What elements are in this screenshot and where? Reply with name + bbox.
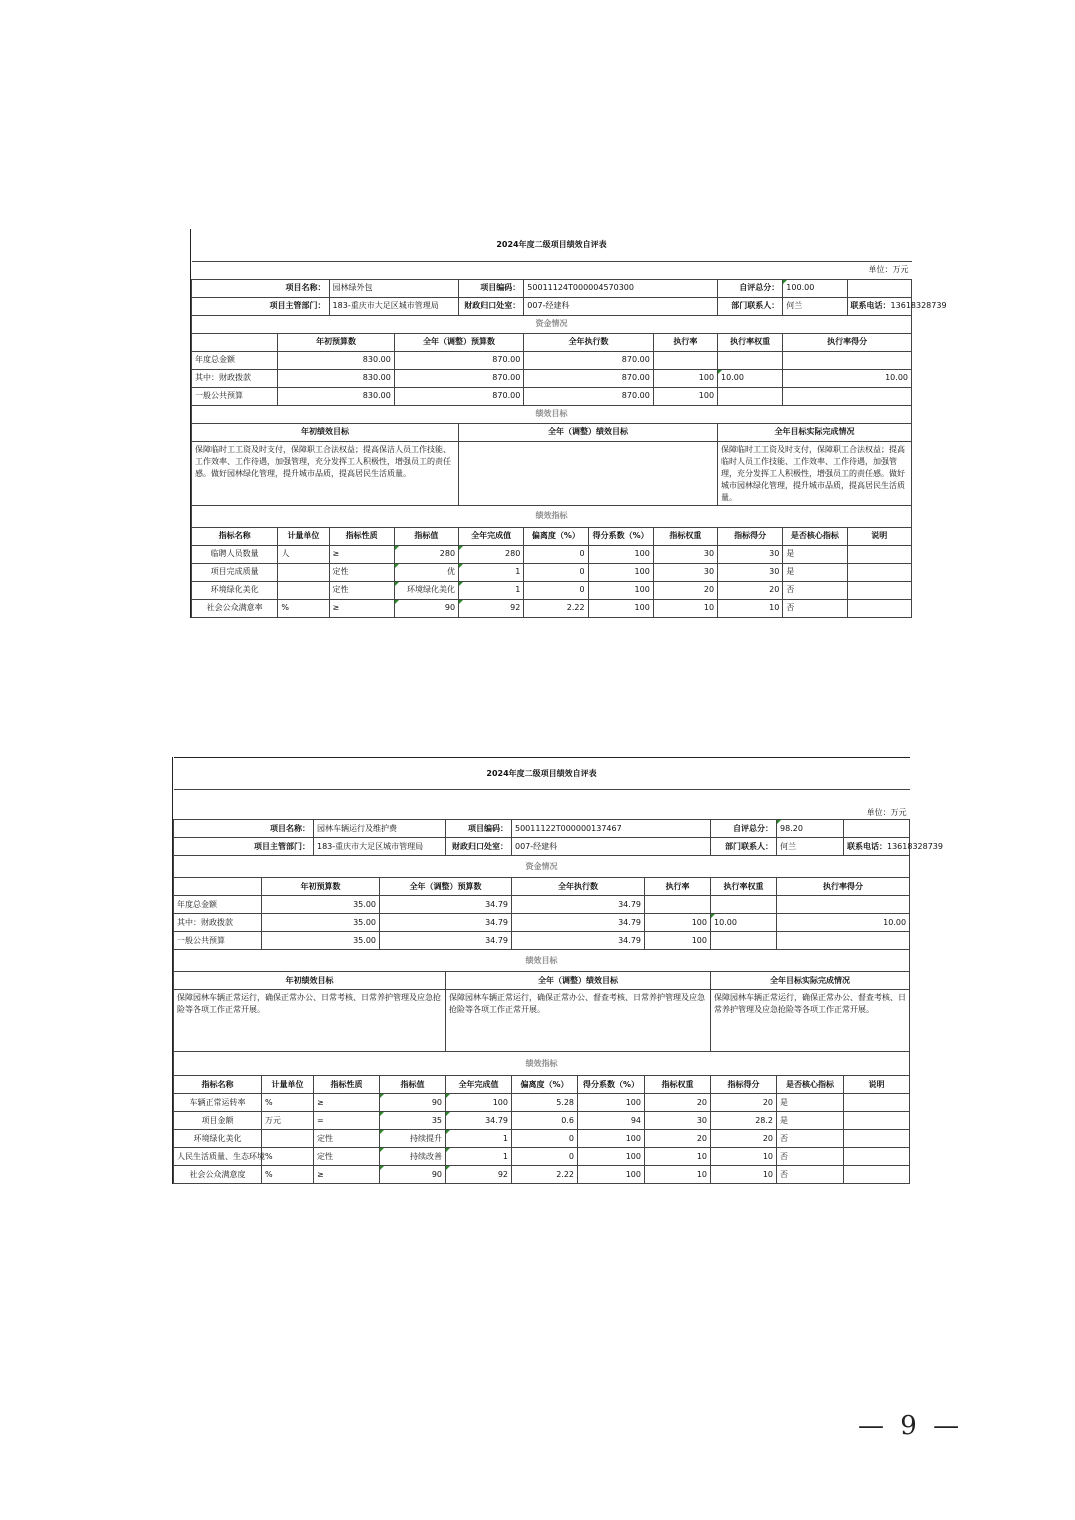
indicator-name: 社会公众满意度 [174,1166,262,1184]
indicator-header: 指标得分 [711,1076,777,1094]
indicator-weight: 20 [645,1130,711,1148]
phone: 13618328739 [887,841,943,851]
indicator-unit: % [278,599,329,617]
indicator-weight: 20 [645,1094,711,1112]
indicator-header: 计量单位 [262,1076,314,1094]
funds-section-title: 资金情况 [192,315,912,333]
indicator-note [844,1148,910,1166]
funds-header: 全年（调整）预算数 [380,878,512,896]
indicator-nature: 定性 [329,563,394,581]
funds-adjusted: 870.00 [394,351,524,369]
indicator-row [174,1148,910,1166]
indicator-note [847,545,911,563]
indicator-core: 否 [783,581,847,599]
indicator-header: 是否核心指标 [777,1076,844,1094]
indicator-coefficient: 100 [588,599,653,617]
indicator-header: 指标权重 [645,1076,711,1094]
funds-rate: 100 [645,914,711,932]
funds-score [783,387,912,405]
indicator-done: 92 [446,1166,512,1184]
empty-cell [847,279,911,297]
indicator-deviation: 2.22 [512,1166,578,1184]
indicator-header: 说明 [847,527,911,545]
indicator-coefficient: 100 [588,581,653,599]
indicator-header: 得分系数（%） [578,1076,645,1094]
indicator-unit: % [262,1166,314,1184]
indicator-coefficient: 94 [578,1112,645,1130]
phone-cell [844,838,943,856]
indicator-coefficient: 100 [578,1130,645,1148]
indicator-done: 1 [459,563,524,581]
goals-header: 年初绩效目标 [192,423,459,441]
indicator-score: 28.2 [711,1112,777,1130]
finance-office-label: 财政归口处室： [446,838,512,856]
evaluation-sheet-1 [190,229,947,618]
indicator-deviation: 0 [524,545,588,563]
indicator-score: 30 [718,545,783,563]
funds-weight: 10.00 [711,914,777,932]
empty-cell [844,820,910,838]
indicator-deviation: 0 [512,1148,578,1166]
indicator-deviation: 5.28 [512,1094,578,1112]
indicator-row [192,599,912,617]
goals-section-title: 绩效目标 [192,405,912,423]
funds-header-blank [174,878,262,896]
indicator-nature: 定性 [314,1130,380,1148]
sheet-title: 2024年度二级项目绩效自评表 [174,758,910,790]
sheet-title: 2024年度二级项目绩效自评表 [192,229,912,261]
indicator-core: 是 [783,563,847,581]
indicator-coefficient: 100 [578,1094,645,1112]
indicator-note [844,1166,910,1184]
goal-adjusted-text: 保障园林车辆正常运行，确保正常办公、督查考核、日常养护管理及应急抢险等各项工作正常开展。 [446,990,711,1052]
indicator-value: 90 [380,1166,446,1184]
funds-weight: 10.00 [718,369,783,387]
phone: 13618328739 [890,301,947,310]
funds-score [783,351,912,369]
indicator-done: 1 [446,1148,512,1166]
funds-score: 10.00 [783,369,912,387]
funds-executed: 870.00 [524,369,654,387]
funds-rate: 100 [653,387,717,405]
indicator-weight: 30 [653,563,717,581]
funds-row [192,387,912,405]
indicator-deviation: 2.22 [524,599,588,617]
indicator-header: 得分系数（%） [588,527,653,545]
funds-executed: 870.00 [524,351,654,369]
indicator-unit [278,563,329,581]
funds-weight [718,387,783,405]
indicator-name: 环境绿化美化 [192,581,278,599]
goals-section-title: 绩效目标 [174,950,910,972]
project-code: 50011124T000004570300 [524,279,718,297]
funds-header: 执行率权重 [711,878,777,896]
indicator-header: 指标性质 [329,527,394,545]
indicator-nature: ≥ [314,1094,380,1112]
dept: 183-重庆市大足区城市管理局 [314,838,446,856]
indicators-section-title: 绩效指标 [192,505,912,527]
contact: 何兰 [783,297,847,315]
indicator-note [844,1130,910,1148]
funds-header: 执行率 [645,878,711,896]
indicator-unit: % [262,1094,314,1112]
funds-row-name: 其中：财政拨款 [174,914,262,932]
goals-header: 年初绩效目标 [174,972,446,990]
funds-score [777,896,910,914]
indicator-done: 1 [459,581,524,599]
indicator-weight: 10 [645,1166,711,1184]
indicator-name: 车辆正常运转率 [174,1094,262,1112]
indicator-nature: 定性 [314,1148,380,1166]
funds-header: 执行率权重 [718,333,783,351]
funds-row [174,932,910,950]
funds-rate [653,351,717,369]
indicator-header: 指标性质 [314,1076,380,1094]
funds-header: 全年（调整）预算数 [394,333,524,351]
funds-initial: 830.00 [278,369,394,387]
indicator-core: 是 [777,1094,844,1112]
indicator-nature: 定性 [329,581,394,599]
funds-header: 年初预算数 [262,878,380,896]
indicator-core: 否 [777,1130,844,1148]
indicator-core: 否 [783,599,847,617]
funds-adjusted: 870.00 [394,369,524,387]
funds-row-name: 其中：财政拨款 [192,369,278,387]
funds-initial: 35.00 [262,914,380,932]
indicator-name: 项目金额 [174,1112,262,1130]
indicator-note [847,599,911,617]
indicator-row [192,563,912,581]
indicator-name: 社会公众满意率 [192,599,278,617]
indicator-row [174,1112,910,1130]
indicator-name: 环境绿化美化 [174,1130,262,1148]
funds-row-name: 一般公共预算 [192,387,278,405]
page-number: — 9 — [858,1411,964,1441]
indicator-row [174,1130,910,1148]
goal-initial-text: 保障临时工工资及时支付，保障职工合法权益；提高保洁人员工作技能、工作效率、工作待遇，加强管理，充分发挥工人积极性，增强员工的责任感。做好园林绿化管理，提升城市品质，提高居民生活质量。 [192,441,459,505]
indicator-value: 持续改善 [380,1148,446,1166]
dept-label: 项目主管部门： [174,838,314,856]
indicator-deviation: 0 [524,563,588,581]
indicator-row [192,545,912,563]
indicator-unit: 人 [278,545,329,563]
goal-adjusted-text [459,441,718,505]
indicator-unit [278,581,329,599]
indicator-header: 计量单位 [278,527,329,545]
indicator-core: 是 [777,1112,844,1130]
funds-initial: 830.00 [278,351,394,369]
indicator-name: 临聘人员数量 [192,545,278,563]
funds-header-blank [192,333,278,351]
funds-section-title: 资金情况 [174,856,910,878]
funds-row-name: 一般公共预算 [174,932,262,950]
indicator-header: 指标名称 [174,1076,262,1094]
funds-executed: 34.79 [512,914,645,932]
indicator-note [847,581,911,599]
indicator-deviation: 0 [524,581,588,599]
finance-office: 007-经建科 [524,297,718,315]
indicator-coefficient: 100 [588,563,653,581]
indicator-score: 10 [718,599,783,617]
project-code: 50011122T000000137467 [512,820,711,838]
indicator-core: 是 [783,545,847,563]
goals-header: 全年目标实际完成情况 [711,972,910,990]
indicators-section-title: 绩效指标 [174,1052,910,1076]
indicator-done: 100 [446,1094,512,1112]
funds-row-name: 年度总金额 [192,351,278,369]
goal-actual-text: 保障园林车辆正常运行，确保正常办公、督查考核、日常养护管理及应急抢险等各项工作正常开展。 [711,990,910,1052]
indicator-header: 指标得分 [718,527,783,545]
indicator-header: 说明 [844,1076,910,1094]
indicator-score: 10 [711,1148,777,1166]
funds-executed: 34.79 [512,896,645,914]
funds-header: 执行率得分 [777,878,910,896]
goals-header: 全年（调整）绩效目标 [446,972,711,990]
contact-label: 部门联系人： [718,297,783,315]
indicator-note [844,1094,910,1112]
project-name: 园林车辆运行及维护费 [314,820,446,838]
indicator-value: 优 [394,563,458,581]
indicator-header: 偏离度（%） [512,1076,578,1094]
indicator-deviation: 0.6 [512,1112,578,1130]
self-score: 98.20 [777,820,844,838]
indicator-weight: 20 [653,581,717,599]
indicator-deviation: 0 [512,1130,578,1148]
finance-office: 007-经建科 [512,838,711,856]
indicator-value: 35 [380,1112,446,1130]
project-code-label: 项目编码： [446,820,512,838]
indicator-header: 是否核心指标 [783,527,847,545]
funds-header: 执行率得分 [783,333,912,351]
indicator-value: 90 [380,1094,446,1112]
phone-cell [847,297,947,315]
indicator-nature: ≥ [329,599,394,617]
funds-adjusted: 870.00 [394,387,524,405]
indicator-name: 项目完成质量 [192,563,278,581]
self-score: 100.00 [783,279,847,297]
funds-adjusted: 34.79 [380,896,512,914]
indicator-row [174,1094,910,1112]
indicator-name: 人民生活质量、生态环境 [174,1148,262,1166]
funds-adjusted: 34.79 [380,914,512,932]
goals-header: 全年目标实际完成情况 [718,423,912,441]
indicator-header: 指标值 [394,527,458,545]
goals-header: 全年（调整）绩效目标 [459,423,718,441]
dept-label: 项目主管部门： [192,297,330,315]
funds-score: 10.00 [777,914,910,932]
funds-initial: 35.00 [262,896,380,914]
indicator-note [847,563,911,581]
funds-executed: 34.79 [512,932,645,950]
indicator-coefficient: 100 [578,1166,645,1184]
indicator-score: 30 [718,563,783,581]
funds-rate: 100 [653,369,717,387]
indicator-weight: 10 [653,599,717,617]
phone-label: 联系电话： [850,301,891,310]
funds-initial: 35.00 [262,932,380,950]
indicator-weight: 10 [645,1148,711,1166]
indicator-note [844,1112,910,1130]
indicator-value: 环境绿化美化 [394,581,458,599]
indicator-row [192,581,912,599]
unit-label: 单位：万元 [174,790,910,820]
indicator-unit [262,1130,314,1148]
goal-initial-text: 保障园林车辆正常运行，确保正常办公、日常考核、日常养护管理及应急抢险等各项工作正常开展。 [174,990,446,1052]
indicator-header: 全年完成值 [446,1076,512,1094]
indicator-score: 10 [711,1166,777,1184]
indicator-unit: % [262,1148,314,1166]
indicator-row [174,1166,910,1184]
indicator-header: 指标名称 [192,527,278,545]
indicator-value: 持续提升 [380,1130,446,1148]
funds-row [192,351,912,369]
indicator-weight: 30 [645,1112,711,1130]
project-name-label: 项目名称： [192,279,330,297]
indicator-done: 92 [459,599,524,617]
indicator-header: 全年完成值 [459,527,524,545]
funds-header: 全年执行数 [512,878,645,896]
indicator-core: 否 [777,1148,844,1166]
funds-row [174,914,910,932]
contact-label: 部门联系人： [711,838,777,856]
funds-header: 全年执行数 [524,333,654,351]
indicator-nature: ≥ [329,545,394,563]
indicator-header: 指标权重 [653,527,717,545]
funds-weight [711,932,777,950]
indicator-score: 20 [718,581,783,599]
evaluation-sheet-2 [172,757,943,1184]
indicator-weight: 30 [653,545,717,563]
funds-score [777,932,910,950]
funds-weight [711,896,777,914]
indicator-coefficient: 100 [578,1148,645,1166]
goal-actual-text: 保障临时工工资及时支付，保障职工合法权益；提高临时人员工作技能、工作效率、工作待遇，加强管理，充分发挥工人积极性，增强员工的责任感。做好城市园林绿化管理，提升城市品质，提高居民生活质量。 [718,441,912,505]
indicator-unit: 万元 [262,1112,314,1130]
indicator-coefficient: 100 [588,545,653,563]
indicator-score: 20 [711,1130,777,1148]
funds-weight [718,351,783,369]
indicator-header: 偏离度（%） [524,527,588,545]
funds-rate: 100 [645,932,711,950]
indicator-value: 280 [394,545,458,563]
finance-office-label: 财政归口处室： [459,297,524,315]
funds-rate [645,896,711,914]
indicator-nature: ≥ [314,1166,380,1184]
indicator-score: 20 [711,1094,777,1112]
unit-label: 单位：万元 [192,261,912,279]
dept: 183-重庆市大足区城市管理局 [329,297,459,315]
self-score-label: 自评总分： [711,820,777,838]
indicator-core: 否 [777,1166,844,1184]
funds-row [174,896,910,914]
indicator-done: 1 [446,1130,512,1148]
funds-row [192,369,912,387]
indicator-value: 90 [394,599,458,617]
indicator-done: 34.79 [446,1112,512,1130]
phone-label: 联系电话： [847,841,887,851]
funds-header: 年初预算数 [278,333,394,351]
funds-adjusted: 34.79 [380,932,512,950]
project-name: 园林绿外包 [329,279,459,297]
contact: 何兰 [777,838,844,856]
funds-row-name: 年度总金额 [174,896,262,914]
self-score-label: 自评总分： [718,279,783,297]
funds-executed: 870.00 [524,387,654,405]
indicator-done: 280 [459,545,524,563]
project-name-label: 项目名称： [174,820,314,838]
indicator-nature: = [314,1112,380,1130]
funds-initial: 830.00 [278,387,394,405]
project-code-label: 项目编码： [459,279,524,297]
funds-header: 执行率 [653,333,717,351]
indicator-header: 指标值 [380,1076,446,1094]
